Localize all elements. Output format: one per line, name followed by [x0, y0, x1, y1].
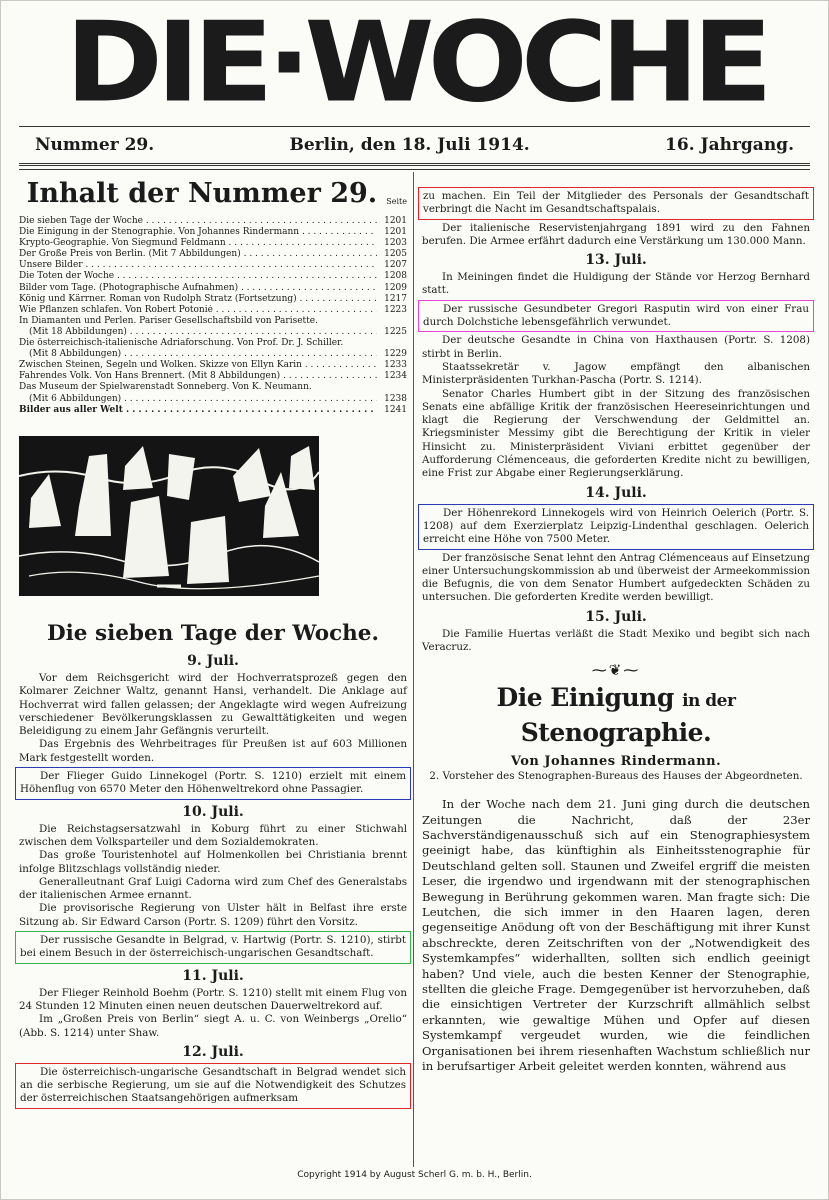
news-paragraph: Vor dem Reichsgericht wird der Hochverratsprozeß gegen den Kolmarer Zeichner Waltz, genannt Hansi, verhandelt. Die Anklage auf Hochverrat wird fallen gelassen; der Angeklagte wird wegen Aufreizung verschiedener Bevölkerungsklassen zu Gewalttätigkeiten und wegen Beleidigung zu einem Jahr Gefängnis verurteilt.	[19, 671, 407, 738]
toc-entry: Bilder aus aller Welt . . . 1241	[19, 405, 407, 416]
issue-place-date: Berlin, den 18. Juli 1914.	[289, 135, 530, 155]
news-paragraph: Generalleutnant Graf Luigi Cadorna wird zum Chef des Generalstabs der italienischen Armee ernannt.	[19, 875, 407, 902]
article-title-part: Stenographie.	[520, 717, 712, 747]
news-paragraph: Der russische Gesandte in Belgrad, v. Hartwig (Portr. S. 1210), stirbt bei einem Besuch in der österreichisch-ungarischen Gesandtschaft.	[20, 934, 406, 960]
article-body	[422, 797, 810, 1074]
toc-entry: Das Museum der Spielwarenstadt Sonneberg. Von K. Neumann.	[19, 382, 312, 393]
toc-entry: In Diamanten und Perlen. Pariser Gesellschaftsbild von Parisette.	[19, 315, 318, 326]
issue-line	[35, 132, 794, 158]
article-title	[422, 682, 810, 749]
news-paragraph: Der Höhenrekord Linnekogels wird von Heinrich Oelerich (Portr. S. 1208) auf dem Exerzierplatz Leipzig-Lindenthal geschlagen. Oelerich erreicht eine Höhe von 7500 Meter.	[423, 506, 809, 546]
toc-entry: (Mit 6 Abbildungen) . . . 1238	[19, 394, 407, 405]
news-paragraph: Das große Touristenhotel auf Holmenkollen bei Christiania brennt infolge Blitzschlags vollständig nieder.	[19, 849, 407, 875]
highlight-box-blue	[15, 767, 411, 800]
highlight-box-blue	[418, 504, 814, 550]
highlight-box-red	[418, 187, 814, 220]
table-of-contents	[19, 177, 407, 416]
toc-entry: Die österreichisch-italienische Adriaforschung. Von Prof. Dr. J. Schiller.	[19, 338, 344, 349]
news-paragraph: Das Ergebnis des Wehrbeitrages für Preußen ist auf 603 Millionen Mark festgestellt worden.	[19, 738, 407, 764]
news-paragraph: Senator Charles Humbert gibt in der Sitzung des französischen Senats eine abfällige Kritik der französischen Heereseinrichtungen und klagt die Regierung der Verschwendung der Geldmittel an. Kriegsminister Messimy gibt die Berechtigung der Kritik in vieler Hinsicht zu. Ministerpräsident Viviani erbittet gegenüber der Aufforderung Clémenceaus, die geforderten Kredite nicht zu bewilligen, eine Frist zur Abgabe einer Regierungserklärung.	[422, 387, 810, 480]
news-paragraph: Der französische Senat lehnt den Antrag Clémenceaus auf Einsetzung einer Untersuchungskommission ab und überweist der Armeekommission die Befugnis, die von dem Senator Humbert aufgedeckten Schäden zu untersuchen. Die geforderten Kredite werden bewilligt.	[422, 551, 810, 604]
news-paragraph: In Meiningen findet die Huldigung der Stände vor Herzog Bernhard statt.	[422, 271, 810, 297]
toc-entry: Fahrendes Volk. Von Hans Brennert. (Mit 8 Abbildungen) . . . 1234	[19, 371, 407, 382]
toc-entry: Krypto-Geographie. Von Siegmund Feldmann . . . 1203	[19, 238, 407, 249]
highlight-box-magenta	[418, 300, 814, 333]
toc-entry: Bilder vom Tage. (Photographische Aufnahmen) . . . 1209	[19, 283, 407, 294]
news-paragraph: Die Reichstagsersatzwahl in Koburg führt zu einer Stichwahl zwischen dem Volksparteiler und dem Sozialdemokraten.	[19, 822, 407, 848]
section-ornament-icon: ⁓❦⁓	[591, 661, 641, 680]
news-paragraph: Der italienische Reservistenjahrgang 1891 wird zu den Fahnen berufen. Die Armee erfährt dadurch eine Verstärkung um 130.000 Mann.	[422, 221, 810, 247]
rule-bottom	[19, 163, 810, 170]
left-column	[19, 173, 407, 1111]
toc-list	[19, 216, 407, 416]
right-column	[422, 173, 810, 1075]
article-byline: Von Johannes Rindermann.	[510, 753, 722, 769]
news-paragraph: Der russische Gesundbeter Gregori Rasputin wird von einer Frau durch Dolchstiche lebensgefährlich verwundet.	[423, 302, 809, 329]
news-paragraph: Staatssekretär v. Jagow empfängt den albanischen Ministerpräsidenten Turkhan-Pascha (Portr. S. 1214).	[422, 360, 810, 387]
toc-entry: (Mit 8 Abbildungen) . . . 1229	[19, 349, 407, 360]
date-heading: 10. Juli.	[182, 803, 244, 820]
toc-entry: Unsere Bilder . . . 1207	[19, 260, 407, 271]
news-paragraph: zu machen. Ein Teil der Mitglieder des Personals der Gesandtschaft verbringt die Nacht im Gesandtschaftspalais.	[423, 190, 809, 216]
toc-entry: Zwischen Steinen, Segeln und Wolken. Skizze von Ellyn Karin . . . 1233	[19, 360, 407, 371]
toc-entry: Die sieben Tage der Woche . . . 1201	[19, 216, 407, 227]
seven-days-title: Die sieben Tage der Woche.	[47, 620, 379, 646]
article-title-part: in der	[682, 690, 736, 711]
sailboats-woodcut-illustration	[19, 436, 319, 596]
news-paragraph: Die österreichisch-ungarische Gesandtschaft in Belgrad wendet sich an die serbische Regierung, um sie auf die Notwendigkeit des Schutzes der österreichischen Staatsangehörigen aufmerksam	[20, 1065, 406, 1105]
news-paragraph: Die Familie Huertas verläßt die Stadt Mexiko und begibt sich nach Veracruz.	[422, 627, 810, 654]
copyright-footer: Copyright 1914 by August Scherl G. m. b. H., Berlin.	[297, 1170, 532, 1180]
toc-entry: König und Kärrner. Roman von Rudolph Stratz (Fortsetzung) . . . 1217	[19, 294, 407, 305]
toc-entry: Die Toten der Woche . . . 1208	[19, 271, 407, 282]
toc-entry: Der Große Preis von Berlin. (Mit 7 Abbildungen) . . . 1205	[19, 249, 407, 260]
date-heading: 12. Juli.	[182, 1043, 244, 1060]
date-heading: 14. Juli.	[585, 484, 647, 501]
news-paragraph: Der Flieger Guido Linnekogel (Portr. S. 1210) erzielt mit einem Höhenflug von 6570 Meter den Höhenweltrekord ohne Passagier.	[20, 770, 406, 796]
news-paragraph: Der Flieger Reinhold Boehm (Portr. S. 1210) stellt mit einem Flug von 24 Stunden 12 Minuten einen neuen deutschen Dauerweltrekord auf.	[19, 986, 407, 1012]
article-title-part: Die Einigung	[496, 682, 674, 712]
date-heading: 15. Juli.	[585, 608, 647, 625]
date-heading: 9. Juli.	[187, 652, 239, 669]
toc-entry: Wie Pflanzen schlafen. Von Robert Potonié . . . 1223	[19, 305, 407, 316]
issue-volume: 16. Jahrgang.	[665, 135, 794, 155]
toc-entry: Die Einigung in der Stenographie. Von Johannes Rindermann . . . 1201	[19, 227, 407, 238]
toc-entry: (Mit 18 Abbildungen) . . . 1225	[19, 327, 407, 338]
issue-number: Nummer 29.	[35, 135, 155, 155]
news-paragraph: Der deutsche Gesandte in China von Haxthausen (Portr. S. 1208) stirbt in Berlin.	[422, 334, 810, 360]
article-author-role: 2. Vorsteher des Stenographen-Bureaus des Hauses der Abgeordneten.	[429, 769, 803, 782]
masthead-title: DIE·WOCHE	[65, 0, 766, 127]
rule-top	[19, 126, 810, 127]
column-divider	[413, 172, 414, 1167]
date-heading: 13. Juli.	[585, 252, 647, 269]
news-paragraph: Die provisorische Regierung von Ulster hält in Belfast ihre erste Sitzung ab. Sir Edward Carson (Portr. S. 1209) führt den Vorsitz.	[19, 902, 407, 928]
toc-title: Inhalt der Nummer 29.	[26, 178, 378, 209]
highlight-box-green	[15, 931, 411, 964]
news-paragraph: Im „Großen Preis von Berlin“ siegt A. u. C. von Weinbergs „Orelio“ (Abb. S. 1214) unter Shaw.	[19, 1013, 407, 1039]
date-heading: 11. Juli.	[182, 967, 244, 984]
toc-page-header: Seite	[386, 197, 407, 206]
article-paragraph: In der Woche nach dem 21. Juni ging durch die deutschen Zeitungen die Nachricht, daß der 23er Sachverständigenausschuß sich auf ein Stenographiesystem geeinigt habe, das künftighin als Einheitsstenographie für Deutschland gelten soll. Staunen und Zweifel ergriff die meisten Leser, die irgendwo und irgendwann mit der stenographischen Bewegung in Berührung gekommen waren. Man fragte sich: Die Leutchen, die sich immer in den Haaren lagen, deren gegenseitige Anödung oft von der Beschäftigung mit ihrer Kunst abschreckte, deren Zeitschriften von der „Notwendigkeit des Systemkampfes“ widerhallten, sollten sich endlich geeinigt haben? Und viele, auch die besten Kenner der Stenographie, stellten die gleiche Frage. Demgegenüber ist hervorzuheben, daß die einsichtigen Vertreter der Kurzschrift allmählich selbst erkannten, wie gewaltige Mühen und Opfer auf diesen Systemkampf vergeudet wurden, wie die feindlichen Organisationen bei ihrem riesenhaften Wachstum schließlich nur in berufsartiger Arbeit geleitet werden konnten, während aus	[422, 797, 810, 1074]
highlight-box-red	[15, 1063, 411, 1109]
